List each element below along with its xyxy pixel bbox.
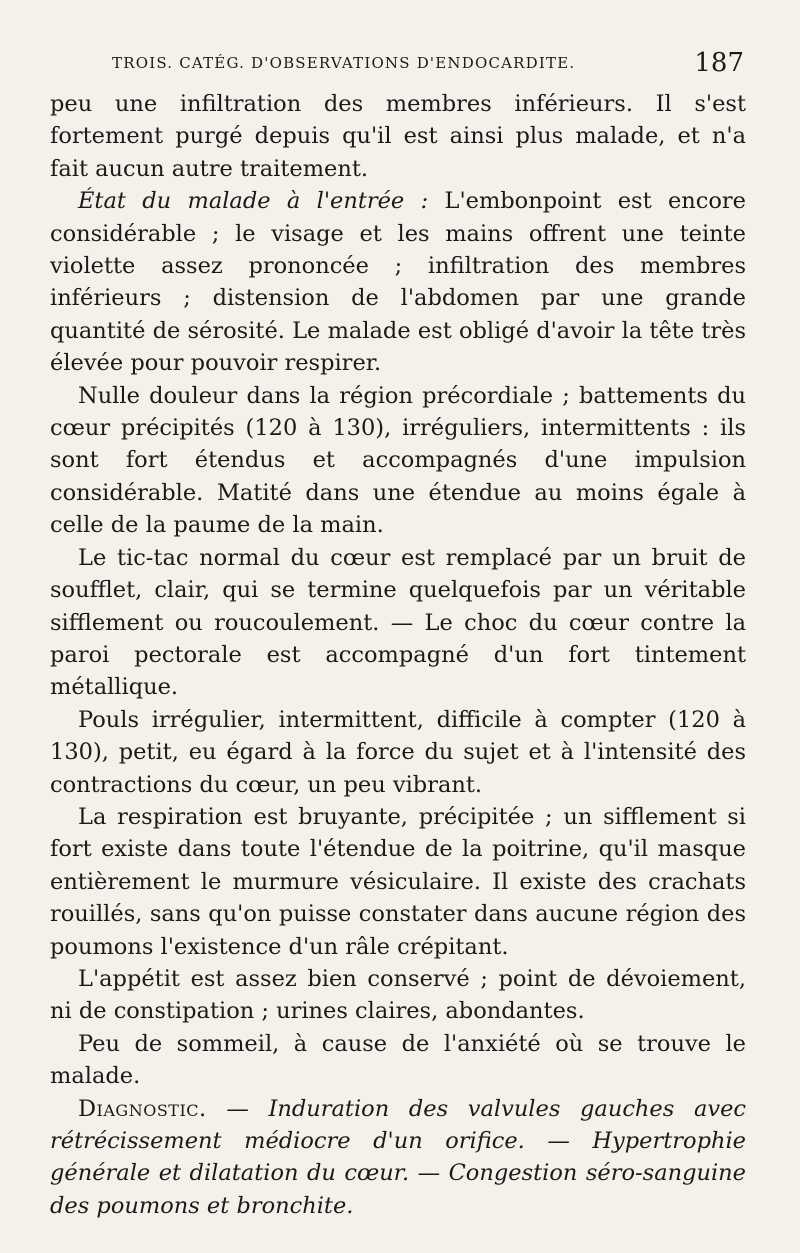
body-text xyxy=(50,88,746,1222)
paragraph-text: Nulle douleur dans la région précordiale ; battements du cœur précipités (120 à 130), irréguliers, intermittents : ils sont fort étendus et accompagnés d'une impulsion considérable. Matité dans une étendue au moins égale à celle de la paume de la main. xyxy=(50,382,746,539)
paragraph-appetit xyxy=(50,963,746,1028)
paragraph-tic-tac xyxy=(50,542,746,704)
paragraph-text: L'appétit est assez bien conservé ; point de dévoiement, ni de constipation ; urines claires, abondantes. xyxy=(50,965,746,1025)
paragraph-douleur xyxy=(50,380,746,542)
paragraph-text: Peu de sommeil, à cause de l'anxiété où se trouve le malade. xyxy=(50,1030,746,1090)
diagnostic-label: Diagnostic. xyxy=(78,1095,207,1122)
paragraph-respiration xyxy=(50,801,746,963)
page-header xyxy=(112,48,744,78)
paragraph-diagnostic xyxy=(50,1093,746,1223)
paragraph-sommeil xyxy=(50,1028,746,1093)
paragraph-text: peu une infiltration des membres inférieurs. Il s'est fortement purgé depuis qu'il est ainsi plus malade, et n'a fait aucun autre traitement. xyxy=(50,91,746,182)
paragraph-text: Pouls irrégulier, intermittent, difficile à compter (120 à 130), petit, eu égard à la force du sujet et à l'intensité des contractions du cœur, un peu vibrant. xyxy=(50,706,746,798)
running-head: TROIS. CATÉG. D'OBSERVATIONS D'ENDOCARDITE. xyxy=(112,54,576,72)
paragraph-continuation xyxy=(50,88,746,185)
paragraph-text: La respiration est bruyante, précipitée ; un sifflement si fort existe dans toute l'étendue de la poitrine, qu'il masque entièrement le murmure vésiculaire. Il existe des crachats rouillés, sans qu'on puisse constater dans aucune région des poumons l'existence d'un râle crépitant. xyxy=(50,803,746,960)
paragraph-lead: État du malade à l'entrée : xyxy=(78,188,429,215)
page-number: 187 xyxy=(694,48,744,78)
paragraph-etat-du-malade xyxy=(50,185,746,379)
diagnostic-text: — Induration des valvules gauches avec rétrécissement médiocre d'un orifice. — Hypertrophie générale et dilatation du cœur. — Congestion séro-sanguine des poumons et bronchite. xyxy=(50,1095,746,1219)
paragraph-text: L'embonpoint est encore considérable ; le visage et les mains offrent une teinte violette assez prononcée ; infiltration des membres inférieurs ; distension de l'abdomen par une grande quantité de sérosité. Le malade est obligé d'avoir la tête très élevée pour pouvoir respirer. xyxy=(50,188,746,377)
paragraph-text: Le tic-tac normal du cœur est remplacé par un bruit de soufflet, clair, qui se termine quelquefois par un véritable sifflement ou roucoulement. — Le choc du cœur contre la paroi pectorale est accompagné d'un fort tintement métallique. xyxy=(50,544,746,701)
paragraph-pouls xyxy=(50,704,746,801)
